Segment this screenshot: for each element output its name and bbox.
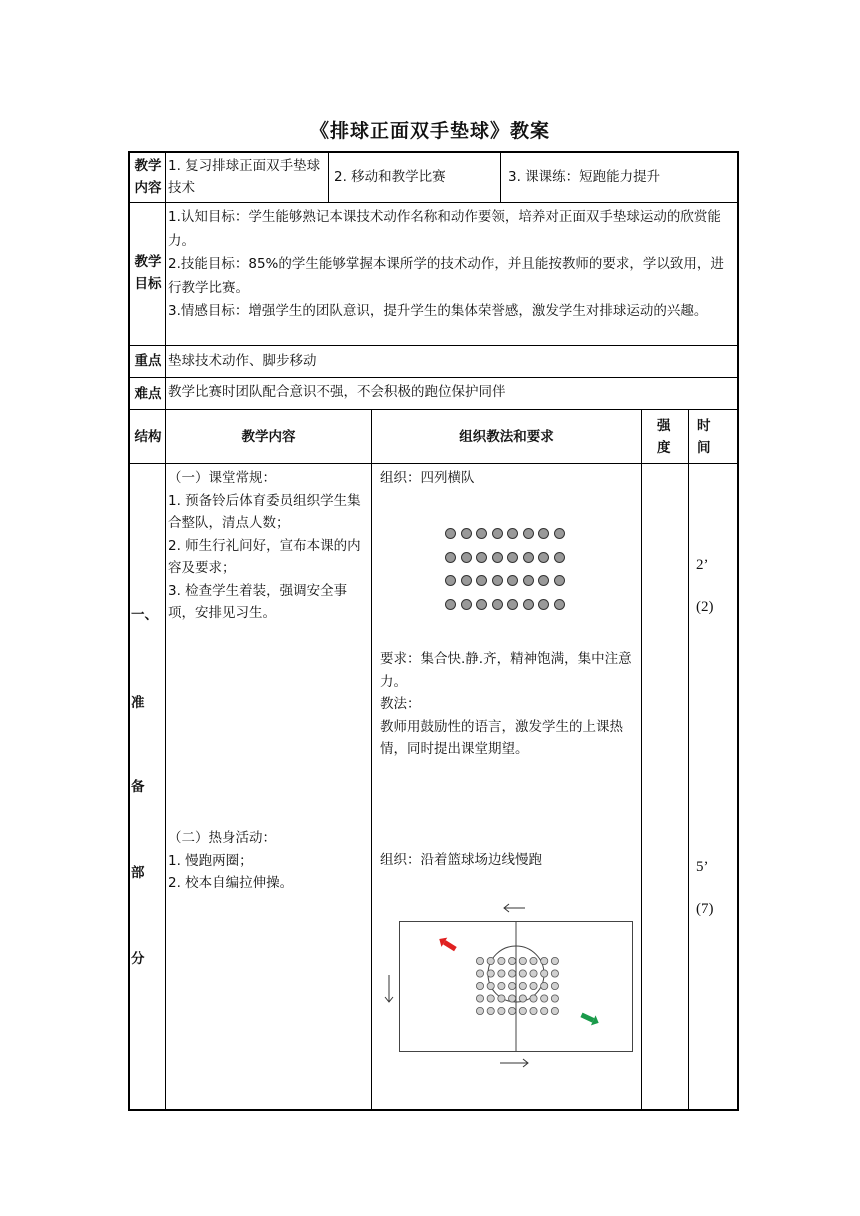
time-minutes-1: 2’ [696, 557, 709, 573]
student-icon [523, 599, 534, 610]
method-org-2: 组织：沿着篮球场边线慢跑 [380, 852, 542, 868]
student-icon [541, 982, 548, 989]
goals-list [168, 206, 736, 324]
student-icon [554, 599, 565, 610]
method-teach-label: 教法： [380, 696, 421, 712]
routine-item: 3. 检查学生着装，强调安全事项，安排见习生。 [168, 582, 348, 621]
student-icon [519, 982, 526, 989]
student-icon [461, 552, 472, 563]
key-row-label: 重点 [134, 353, 162, 369]
student-icon [487, 957, 494, 964]
content-row-label: 教学内容 [134, 158, 162, 196]
green-arrow-icon [579, 1010, 601, 1028]
student-icon [445, 552, 456, 563]
student-icon [551, 982, 558, 989]
student-icon [509, 982, 516, 989]
difficulty-row-label: 难点 [134, 386, 162, 402]
red-arrow-icon [436, 934, 458, 953]
student-icon [487, 970, 494, 977]
student-icon [538, 575, 549, 586]
arrow-bottom-right [500, 1059, 528, 1067]
student-icon [509, 970, 516, 977]
student-icon [492, 599, 503, 610]
student-icon [476, 982, 483, 989]
content-item-2: 2. 移动和教学比赛 [334, 169, 446, 185]
content-item-1: 1. 复习排球正面双手垫球技术 [168, 158, 321, 196]
student-icon [498, 970, 505, 977]
routine-block [168, 467, 364, 625]
goal-cognitive: 1.认知目标：学生能够熟记本课技术动作名称和动作要领，培养对正面双手垫球运动的欣赏能力。 [168, 209, 721, 249]
page-title: 《排球正面双手垫球》教案 [309, 120, 550, 142]
section-name-char: 分 [131, 951, 145, 967]
time-minutes-2: 5’ [696, 859, 709, 875]
student-icon [461, 575, 472, 586]
student-icon [445, 528, 456, 539]
student-icon [492, 552, 503, 563]
method-org-1: 组织：四列横队 [380, 470, 475, 486]
time-cumulative-1: (2) [696, 599, 714, 615]
header-structure: 结构 [134, 429, 162, 445]
method-requirement: 要求：集合快.静.齐，精神饱满，集中注意力。 [380, 651, 632, 690]
header-content: 教学内容 [241, 429, 296, 445]
four-row-formation-diagram [445, 528, 575, 616]
student-icon [445, 599, 456, 610]
student-icon [487, 1007, 494, 1014]
student-icon [507, 528, 518, 539]
student-icon [551, 995, 558, 1002]
student-icon [523, 552, 534, 563]
student-icon [538, 528, 549, 539]
goal-affective: 3.情感目标：增强学生的团队意识，提升学生的集体荣誉感，激发学生对排球运动的兴趣。 [168, 303, 708, 319]
student-icon [498, 982, 505, 989]
student-icon [461, 599, 472, 610]
student-icon [476, 552, 487, 563]
student-icon [487, 982, 494, 989]
method-teach-text: 教师用鼓励性的语言，激发学生的上课热情，同时提出课堂期望。 [380, 718, 623, 757]
warmup-item: 1. 慢跑两圈； [168, 852, 253, 869]
student-icon [476, 528, 487, 539]
student-icon [476, 599, 487, 610]
student-icon [519, 1007, 526, 1014]
student-icon [530, 995, 537, 1002]
goal-skill: 2.技能目标：85%的学生能够掌握本课所学的技术动作，并且能按教师的要求，学以致用，进行教学比赛。 [168, 256, 724, 296]
key-point-text: 垫球技术动作、脚步移动 [168, 353, 317, 369]
student-icon [476, 575, 487, 586]
student-icon [476, 970, 483, 977]
student-icon [551, 970, 558, 977]
student-icon [498, 995, 505, 1002]
student-icon [541, 995, 548, 1002]
student-icon [551, 1007, 558, 1014]
warmup-item: 2. 校本自编拉伸操。 [168, 875, 294, 891]
routine-item: 2. 师生行礼问好，宣布本课的内容及要求； [168, 537, 361, 576]
student-icon [538, 599, 549, 610]
student-icon [509, 995, 516, 1002]
student-icon [487, 995, 494, 1002]
student-icon [507, 575, 518, 586]
student-icon [541, 970, 548, 977]
warmup-block [168, 827, 364, 895]
student-icon [538, 552, 549, 563]
student-icon [530, 957, 537, 964]
student-icon [554, 575, 565, 586]
student-icon [509, 957, 516, 964]
student-icon [507, 552, 518, 563]
time-cumulative-2: (7) [696, 901, 714, 917]
student-icon [445, 575, 456, 586]
student-icon [551, 957, 558, 964]
student-icon [476, 957, 483, 964]
student-icon [541, 957, 548, 964]
routine-heading: （一）课堂常规： [168, 470, 276, 486]
header-method: 组织教法和要求 [459, 429, 554, 445]
section-name-char: 部 [131, 865, 145, 881]
method-block-1 [380, 648, 636, 761]
difficulty-text: 教学比赛时团队配合意识不强，不会积极的跑位保护同伴 [168, 384, 506, 400]
content-item-3: 3. 课课练：短跑能力提升 [508, 169, 661, 185]
student-icon [523, 528, 534, 539]
student-icon [519, 957, 526, 964]
section-name-char: 准 [131, 695, 145, 711]
student-icon [554, 552, 565, 563]
goals-row-label: 教学目标 [134, 254, 162, 292]
student-icon [530, 1007, 537, 1014]
student-icon [461, 528, 472, 539]
student-icon [492, 528, 503, 539]
section-name-char: 一、 [131, 607, 158, 623]
student-icon [476, 1007, 483, 1014]
court-diagram [380, 895, 638, 1075]
student-icon [509, 1007, 516, 1014]
student-icon [498, 1007, 505, 1014]
arrow-top-left [504, 904, 525, 912]
header-intensity: 强度 [657, 418, 671, 456]
student-icon [519, 995, 526, 1002]
student-icon [530, 970, 537, 977]
student-icon [507, 599, 518, 610]
arrow-left-down [385, 975, 393, 1002]
student-icon [541, 1007, 548, 1014]
student-icon [476, 995, 483, 1002]
routine-item: 1. 预备铃后体育委员组织学生集合整队，清点人数； [168, 492, 361, 531]
student-icon [554, 528, 565, 539]
student-icon [523, 575, 534, 586]
warmup-heading: （二）热身活动： [168, 830, 276, 846]
student-icon [498, 957, 505, 964]
student-icon [492, 575, 503, 586]
student-icon [519, 970, 526, 977]
student-icon [530, 982, 537, 989]
header-time: 时间 [697, 418, 711, 456]
section-name-char: 备 [131, 779, 145, 795]
